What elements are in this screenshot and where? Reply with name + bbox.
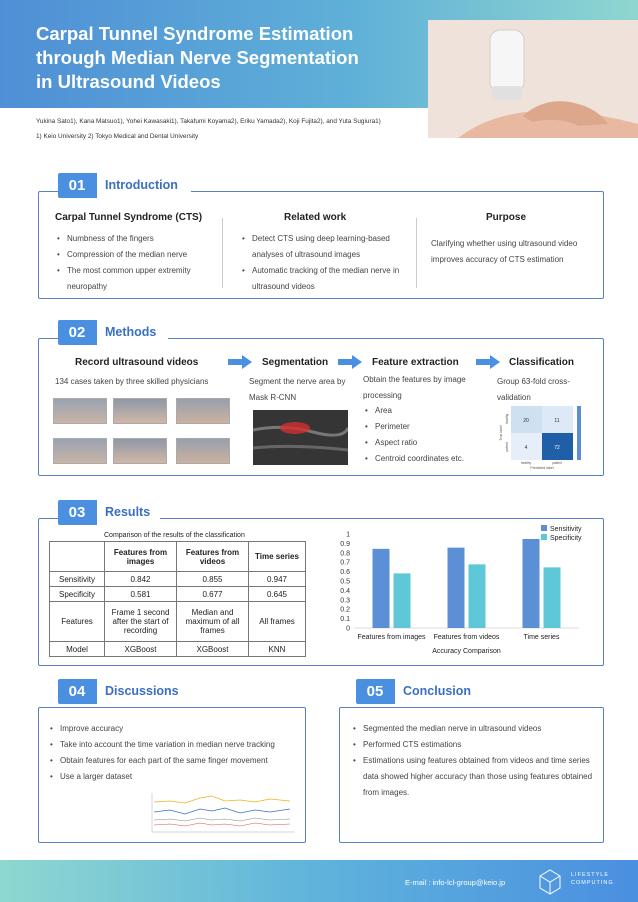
table-cell: 0.645 [249, 587, 306, 602]
confusion-matrix [497, 403, 597, 471]
discussions-list [48, 721, 303, 785]
title-line: Carpal Tunnel Syndrome Estimation [36, 23, 354, 44]
table-header: Time series [249, 542, 306, 572]
list-item: • Use a larger dataset [48, 769, 303, 785]
list-item: • Improve accuracy [48, 721, 303, 737]
y-tick-label: 0 [346, 625, 350, 633]
flow-arrow-head [490, 355, 500, 369]
segmentation-heading: Segmentation [262, 357, 329, 368]
classification-text: Group 63-fold cross-validation [497, 377, 570, 402]
bar-sensitivity [523, 539, 540, 628]
bar-specificity [469, 564, 486, 628]
table-cell: 0.855 [177, 572, 249, 587]
y-tick-label: 0.4 [340, 587, 350, 595]
flow-arrow-head [352, 355, 362, 369]
y-tick-label: 0.1 [340, 616, 350, 624]
list-item: • Perimeter [363, 419, 493, 435]
table-row [50, 587, 306, 602]
x-tick-label: Features from videos [433, 634, 500, 641]
cts-heading: Carpal Tunnel Syndrome (CTS) [55, 212, 203, 223]
flow-arrow [338, 359, 352, 365]
list-item: • Area [363, 403, 493, 419]
poster-title [36, 22, 416, 94]
cm-x-label: Predicted label [530, 466, 554, 470]
logo-text-line2: COMPUTING [571, 880, 614, 886]
list-item: • Compression of the median nerve [55, 247, 220, 263]
title-line: in Ultrasound Videos [36, 71, 221, 92]
divider [222, 218, 223, 288]
logo-text-line1: LIFESTYLE [571, 872, 610, 878]
y-tick-label: 0.6 [340, 569, 350, 577]
table-cell: 0.581 [105, 587, 177, 602]
y-tick-label: 0.8 [340, 550, 350, 558]
section-number: 05 [366, 683, 384, 700]
table-cell: Features [50, 602, 105, 642]
y-tick-label: 0.3 [340, 597, 350, 605]
divider [416, 218, 417, 288]
table-cell: All frames [249, 602, 306, 642]
y-tick-label: 0.5 [340, 578, 350, 586]
conclusion-list [351, 721, 596, 801]
cm-x-tick: patient [552, 461, 562, 465]
x-tick-label: Features from images [357, 634, 426, 641]
cts-list [55, 231, 220, 295]
table-cell: 0.947 [249, 572, 306, 587]
related-heading: Related work [284, 212, 347, 223]
results-table [49, 541, 306, 657]
cm-x-tick: healthy [520, 461, 532, 465]
table-caption: Comparison of the results of the classification [104, 532, 245, 539]
bar-sensitivity [448, 548, 465, 628]
table-cell: KNN [249, 642, 306, 657]
x-axis-label: Accuracy Comparison [432, 648, 501, 655]
ultrasound-image [253, 410, 348, 465]
record-heading: Record ultrasound videos [75, 357, 199, 368]
table-cell: Median and maximum of all frames [177, 602, 249, 642]
purpose-text: Clarifying whether using ultrasound video improves accuracy of CTS estimation [431, 239, 578, 264]
legend-label: Sensitivity [550, 526, 582, 533]
list-item: • Centroid coordinates etc. [363, 451, 493, 467]
affiliations: 1) Keio University 2) Tokyo Medical and Dental University [36, 133, 199, 140]
cm-cell: 72 [554, 445, 560, 451]
table-cell: XGBoost [177, 642, 249, 657]
email: E-mail : info-lcl-group@keio.jp [405, 878, 506, 887]
section-label: Introduction [97, 173, 191, 198]
authors: Yukina Sato1), Kana Matsuo1), Yohei Kawasaki1), Takafumi Koyama2), Eriku Yamada2), Koji Fujita2), and Yuta Sugiura1) [36, 118, 381, 125]
list-item: • Estimations using features obtained from videos and time series data showed higher accuracy than those using features obtained from images. [351, 753, 596, 801]
list-item: • Aspect ratio [363, 435, 493, 451]
list-item: • Segmented the median nerve in ultrasound videos [351, 721, 596, 737]
y-tick-label: 0.2 [340, 606, 350, 614]
purpose-heading: Purpose [486, 212, 527, 223]
list-item: • Obtain features for each part of the same finger movement [48, 753, 303, 769]
bar-specificity [394, 573, 411, 628]
legend-swatch [541, 525, 547, 531]
table-header: Features from images [105, 542, 177, 572]
section-label: Results [97, 500, 160, 525]
segmentation-text: Segment the nerve area by Mask R-CNN [249, 377, 346, 402]
tracking-time-series-plot [140, 790, 300, 840]
bar-sensitivity [373, 549, 390, 628]
section-number: 01 [68, 177, 86, 194]
list-item: • The most common upper extremity neuropathy [55, 263, 220, 295]
classification-heading: Classification [509, 357, 575, 368]
y-tick-label: 0.9 [340, 540, 350, 548]
list-item: • Automatic tracking of the median nerve in ultrasound videos [240, 263, 410, 295]
table-cell: Sensitivity [50, 572, 105, 587]
section-number: 03 [68, 504, 86, 521]
table-row [50, 572, 306, 587]
feature-text: Obtain the features by image processing [363, 375, 466, 400]
section-number: 04 [68, 683, 86, 700]
cm-cell: 4 [524, 445, 528, 451]
title-line: through Median Nerve Segmentation [36, 47, 359, 68]
cm-y-tick: patient [505, 442, 509, 452]
list-item: • Numbness of the fingers [55, 231, 220, 247]
legend-swatch [541, 534, 547, 540]
bar-specificity [544, 567, 561, 628]
record-text: 134 cases taken by three skilled physicians [55, 377, 209, 386]
cm-y-tick: healthy [505, 413, 509, 425]
table-cell: XGBoost [105, 642, 177, 657]
list-item: • Detect CTS using deep learning-based analyses of ultrasound images [240, 231, 410, 263]
cm-y-label: True label [499, 425, 503, 441]
table-row [50, 642, 306, 657]
cm-cell: 20 [523, 418, 529, 424]
feature-heading: Feature extraction [372, 357, 459, 368]
accuracy-bar-chart [330, 524, 585, 660]
table-cell: Model [50, 642, 105, 657]
y-tick-label: 0.7 [340, 559, 350, 567]
list-item: • Performed CTS estimations [351, 737, 596, 753]
flow-arrow [476, 359, 490, 365]
flow-arrow [228, 359, 242, 365]
x-tick-label: Time series [523, 634, 560, 641]
flow-arrow-head [242, 355, 252, 369]
table-cell: 0.677 [177, 587, 249, 602]
y-tick-label: 1 [346, 531, 350, 539]
table-header: Features from videos [177, 542, 249, 572]
table-header [50, 542, 105, 572]
section-label: Methods [97, 320, 168, 345]
table-cell: Specificity [50, 587, 105, 602]
table-cell: Frame 1 second after the start of recording [105, 602, 177, 642]
table-row [50, 542, 306, 572]
related-list [240, 231, 410, 295]
section-label: Conclusion [395, 679, 482, 704]
list-item: • Take into account the time variation in median nerve tracking [48, 737, 303, 753]
legend-label: Specificity [550, 535, 582, 542]
feature-list [363, 403, 493, 467]
ultrasound-probe-photo [428, 20, 638, 138]
table-cell: 0.842 [105, 572, 177, 587]
table-row [50, 602, 306, 642]
section-number: 02 [68, 324, 86, 341]
cm-cell: 11 [554, 418, 560, 424]
section-label: Discussions [97, 679, 192, 704]
